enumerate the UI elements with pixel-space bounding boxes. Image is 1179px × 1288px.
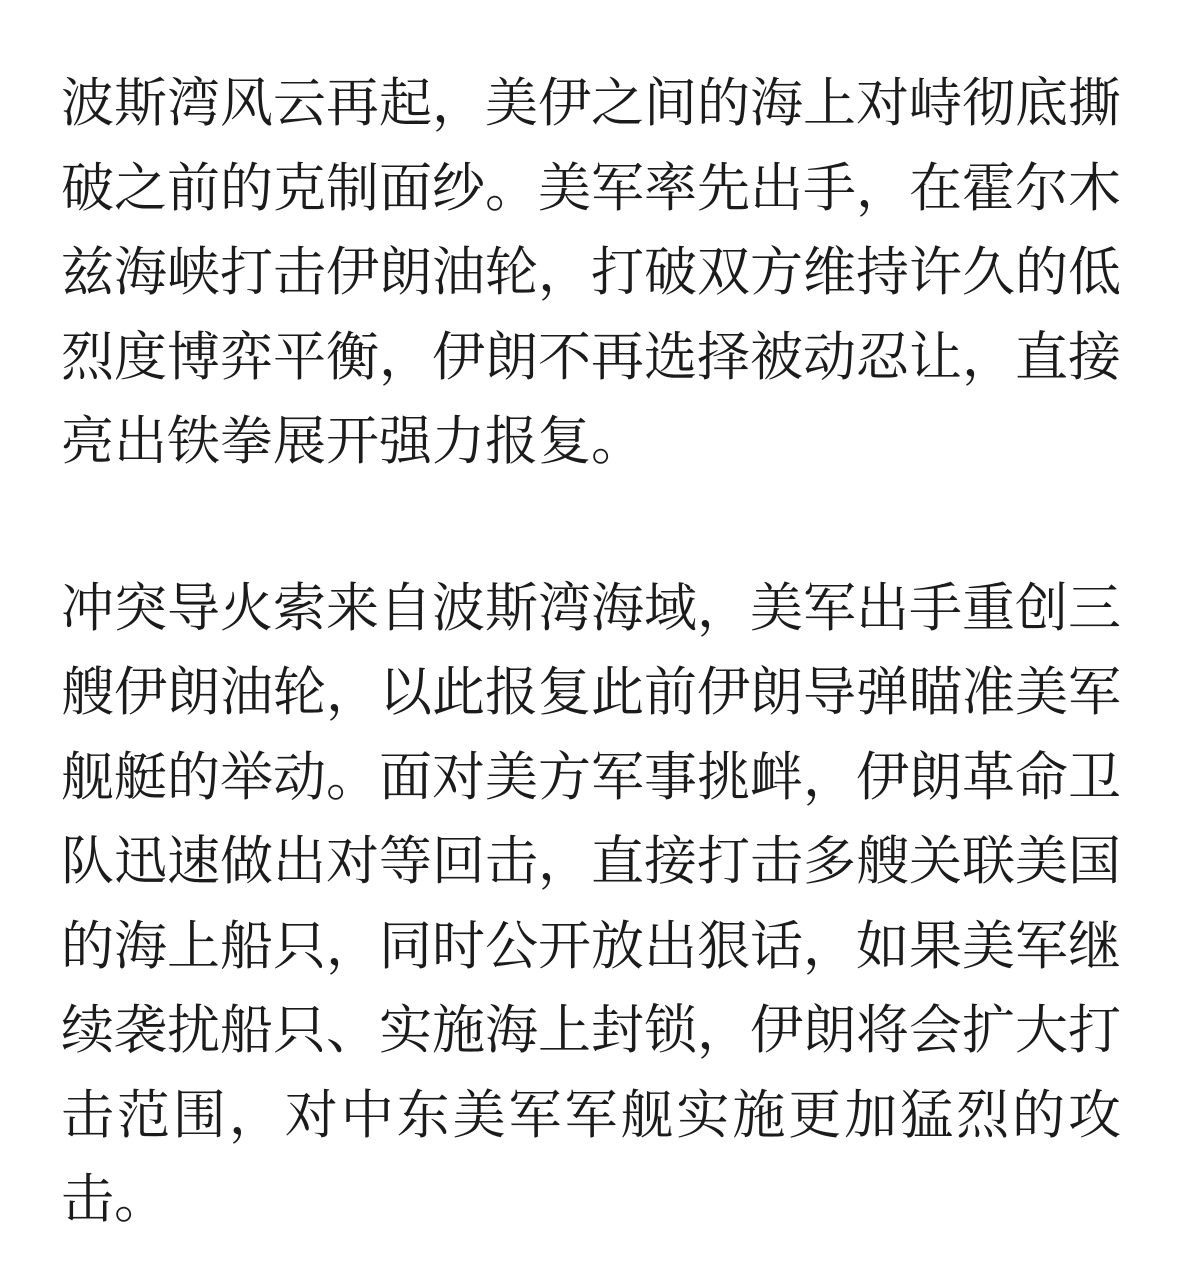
paragraph: 波斯湾风云再起，美伊之间的海上对峙彻底撕破之前的克制面纱。美军率先出手，在霍尔木兹海峡打击伊朗油轮，打破双方维持许久的低烈度博弈平衡，伊朗不再选择被动忍让，直接亮出铁拳展开强力报复。 (61, 73, 1121, 472)
article-body (61, 62, 1121, 1243)
paragraph: 冲突导火索来自波斯湾海域，美军出手重创三艘伊朗油轮，以此报复此前伊朗导弹瞄准美军舰艇的举动。面对美方军事挑衅，伊朗革命卫队迅速做出对等回击，直接打击多艘关联美国的海上船只，同时公开放出狠话，如果美军继续袭扰船只、实施海上封锁，伊朗将会扩大打击范围，对中东美军军舰实施更加猛烈的攻击。 (61, 577, 1121, 1230)
